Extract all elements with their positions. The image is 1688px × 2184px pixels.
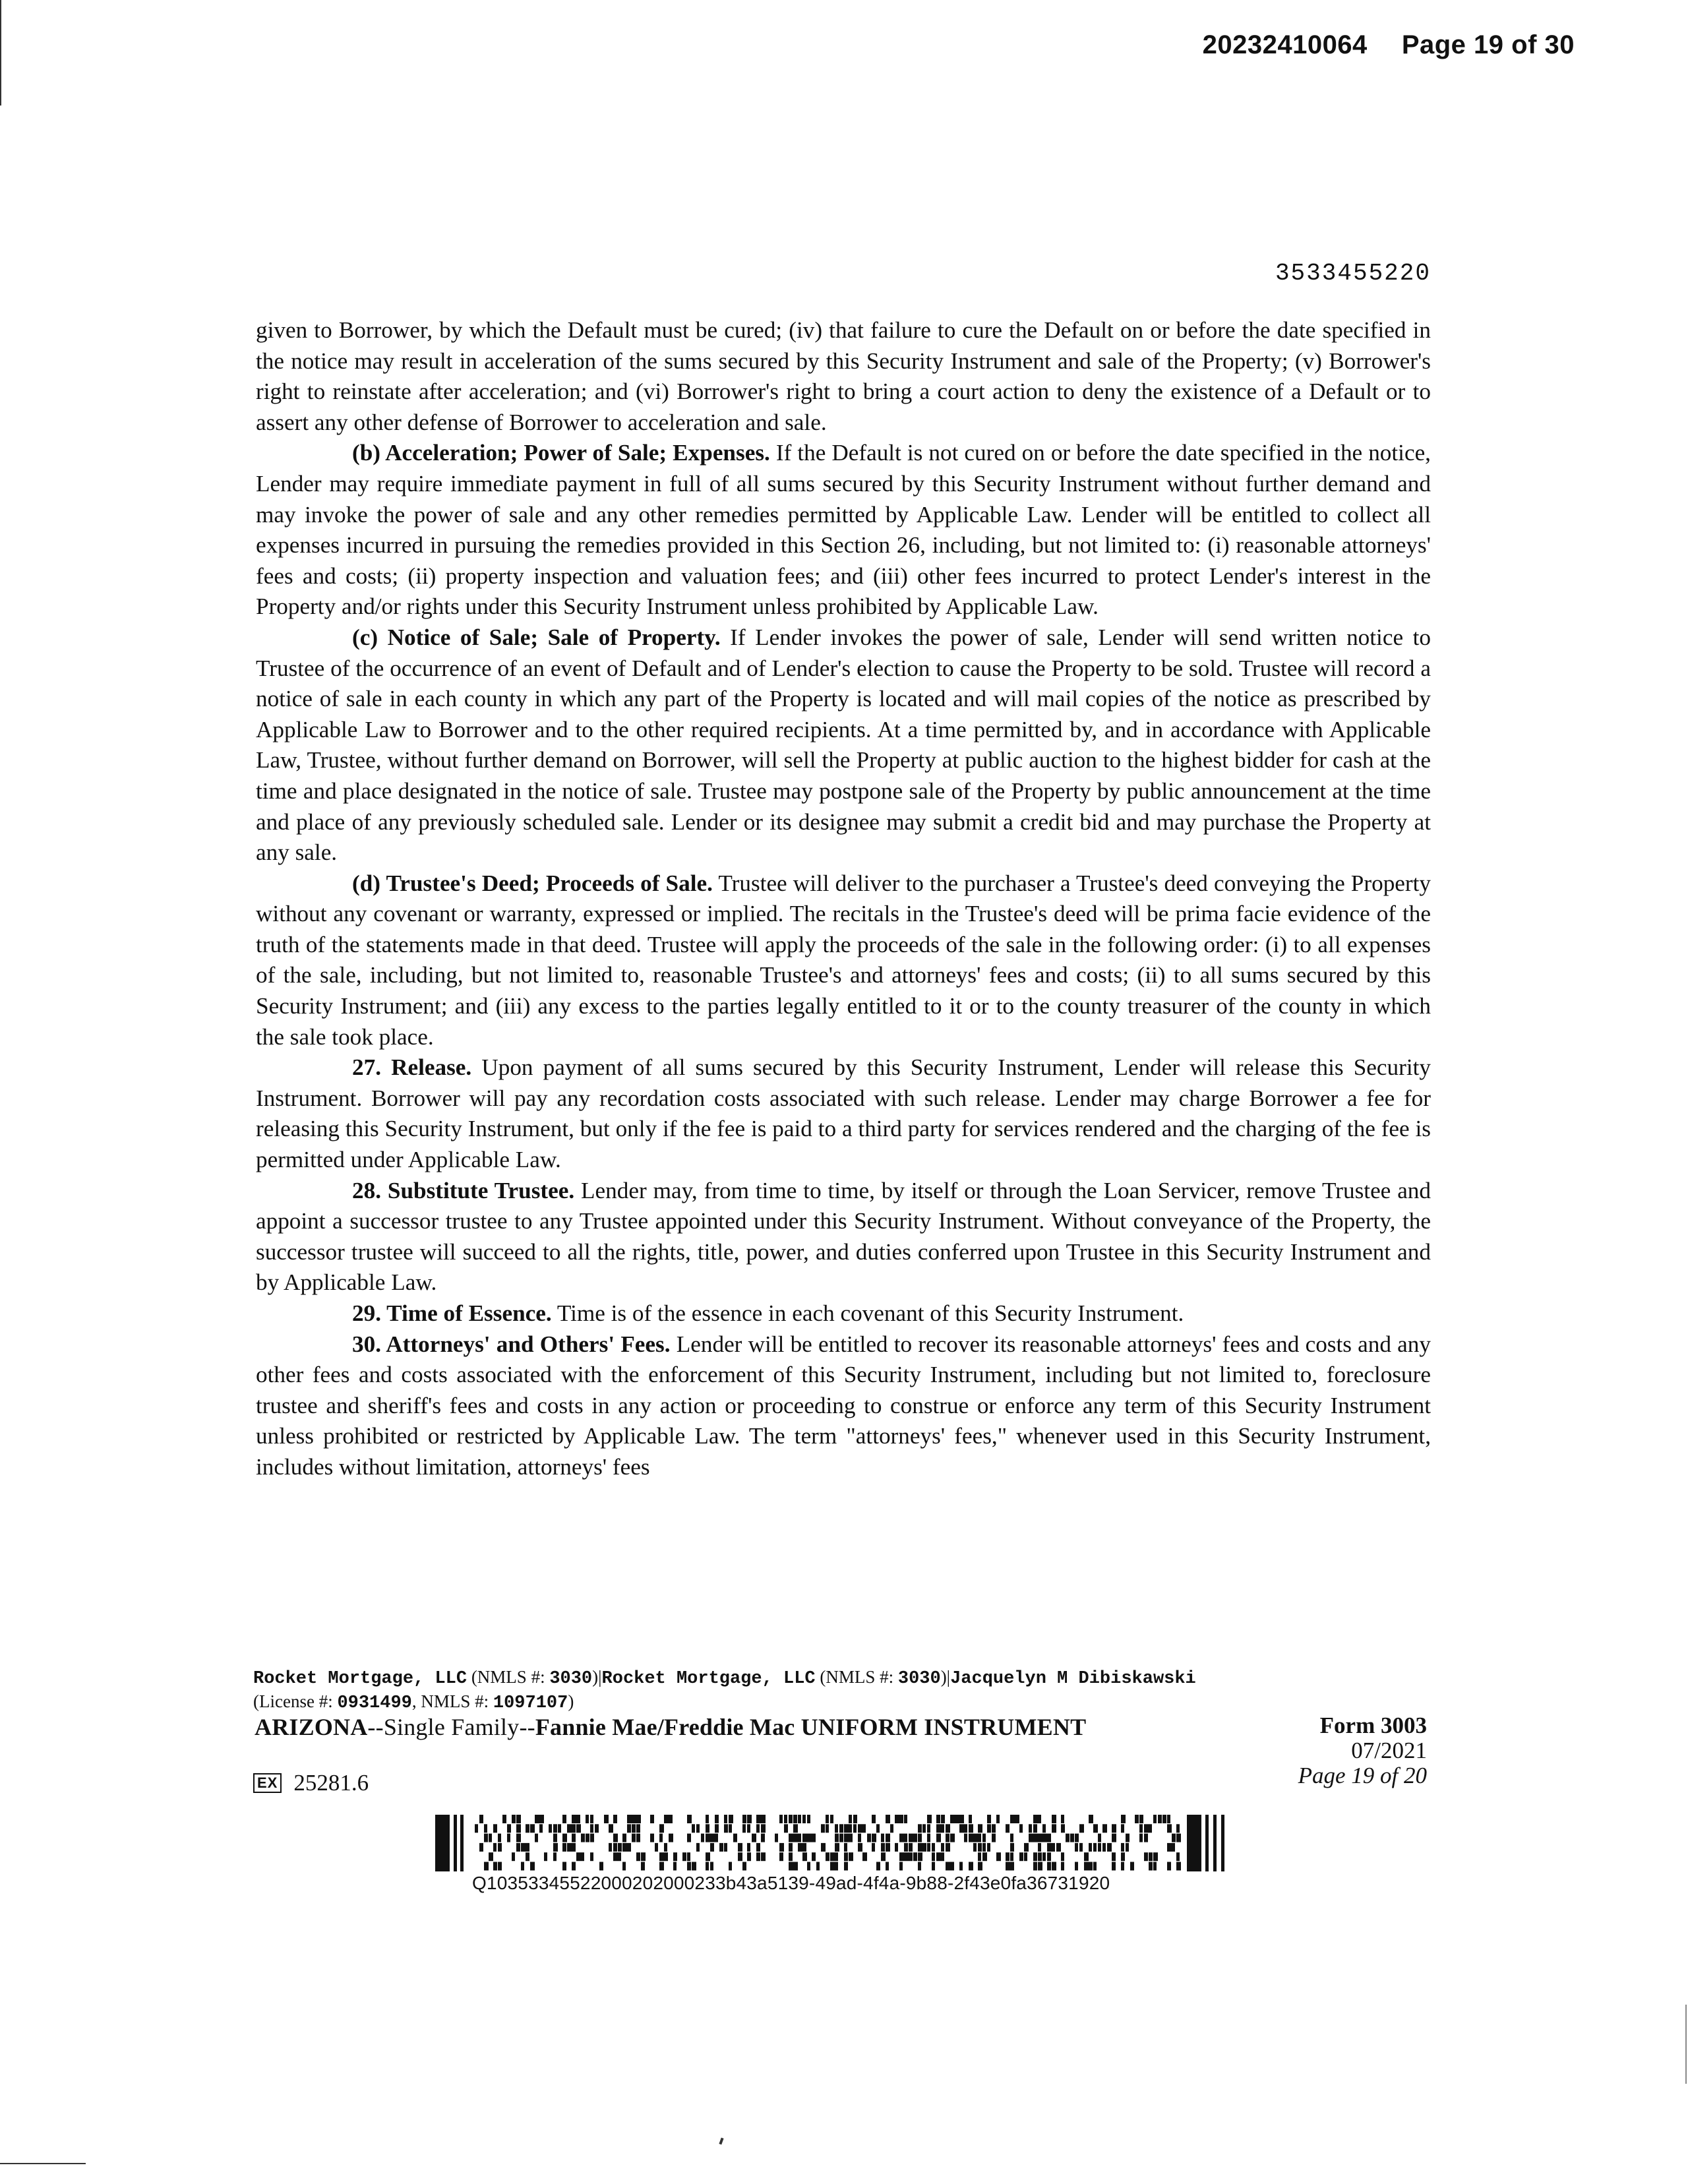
barcode-id: Q10353345522000202000233b43a5139-49ad-4f4a-9b88-2f43e0fa36731920 [472,1873,1110,1893]
license-label: (License #: [253,1691,338,1711]
ex-badge: EX [253,1773,282,1793]
paragraph-substitute-trustee [256,1176,1431,1298]
separator: )| [592,1667,602,1687]
originator-name: Jacquelyn M Dibiskawski [950,1669,1196,1689]
separator: )| [940,1667,951,1687]
title-instrument: Fannie Mae/Freddie Mac UNIFORM INSTRUMENT [535,1714,1087,1740]
recording-header [1203,30,1575,60]
ex-code [253,1770,369,1796]
section-heading: 28. Substitute Trustee. [352,1177,575,1203]
section-text: If the Default is not cured on or before the date specified in the notice, Lender may require immediate payment in full of all sums secured by this Security Instrument without further demand and may invoke the power of sale and any other remedies permitted by Applicable Law. Lender will be entitled to collect all expenses incurred in pursuing the remedies provided in this Section 26, including, but not limited to: (i) reasonable attorneys' fees and costs; (ii) property inspection and valuation fees; and (iii) other fees incurred to protect Lender's interest in the Property and/or rights under this Security Instrument unless prohibited by Applicable Law. [256,440,1431,620]
nmls-label: (NMLS #: [467,1667,550,1687]
form-title [255,1713,1086,1741]
nmls-number: 3030 [549,1669,593,1689]
section-text: If Lender invokes the power of sale, Lender will send written notice to Trustee of the occurrence of an event of Default and of Lender's election to cause the Property to be sold. Trustee will record a notice of sale in each county in which any part of the Property is located and will mail copies of the notice as prescribed by Applicable Law to Borrower and to the other required recipients. At a time permitted by, and in accordance with Applicable Law, Trustee, without further demand on Borrower, will sell the Property at public auction to the highest bidder for cash at the time and place designated in the notice of sale. Trustee may postpone sale of the Property by public announcement at the time and place of any previously scheduled sale. Lender or its designee may submit a credit bid and may purchase the Property at any sale. [256,624,1431,866]
paragraph-trustees-deed [256,868,1431,1053]
nmls-label: (NMLS #: [815,1667,898,1687]
lender-name: Rocket Mortgage, LLC [601,1669,816,1689]
close-paren: ) [568,1691,574,1711]
scan-speck [719,2138,723,2145]
section-heading: (d) Trustee's Deed; Proceeds of Sale. [352,870,713,896]
scan-edge-mark [1685,2005,1687,2084]
paragraph-attorneys-fees [256,1329,1431,1483]
form-page: Page 19 of 20 [1298,1763,1427,1788]
paragraph-continuation: given to Borrower, by which the Default must be cured; (iv) that failure to cure the Default on or before the date specified in the notice may result in acceleration of the sums secured by this Security Instrument and sale of the Property; (v) Borrower's right to reinstate after acceleration; and (vi) Borrower's right to bring a court action to deny the existence of a Default or to assert any other defense of Borrower to acceleration and sale. [256,317,1431,435]
nmls-number: 1097107 [493,1693,568,1713]
section-heading: 30. Attorneys' and Others' Fees. [352,1331,671,1357]
section-text: Upon payment of all sums secured by this Security Instrument, Lender will release this Security Instrument. Borrower will pay any recordation costs associated with such release. Lender may charge Borrower a fee for releasing this Security Instrument, but only if the fee is paid to a third party for services rendered and the charging of the fee is permitted under Applicable Law. [256,1054,1431,1173]
license-number: 0931499 [337,1693,412,1713]
nmls-number: 3030 [897,1669,941,1689]
section-text: Trustee will deliver to the purchaser a Trustee's deed conveying the Property without any covenant or warranty, expressed or implied. The recitals in the Trustee's deed will be prima facie evidence of the truth of the statements made in that deed. Trustee will apply the proceeds of the sale in the following order: (i) to all expenses of the sale, including, but not limited to, reasonable Trustee's and attorneys' fees and costs; (ii) to all sums secured by this Security Instrument; and (iii) any excess to the parties legally entitled to it or to the county treasurer of the county in which the sale took place. [256,870,1431,1050]
section-heading: 29. Time of Essence. [352,1300,552,1326]
document-body [256,315,1431,1483]
nmls-label: , NMLS #: [411,1691,493,1711]
form-info [1298,1713,1427,1788]
loan-number: 3533455220 [1275,260,1431,287]
scan-edge-mark [0,0,1,106]
section-text: Time is of the essence in each covenant of this Security Instrument. [551,1300,1184,1326]
title-type: Single Family [383,1714,520,1740]
scan-edge-mark [0,2163,86,2164]
ex-code-number: 25281.6 [293,1770,369,1796]
barcode-image [435,1815,1246,1871]
paragraph-notice-of-sale [256,622,1431,868]
section-text: Lender will be entitled to recover its reasonable attorneys' fees and costs and any other fees and costs associated with the enforcement of this Security Instrument, including but not limited to, foreclosure trustee and sheriff's fees and costs in any action or proceeding to construe or enforce any term of this Security Instrument unless prohibited or restricted by Applicable Law. The term "attorneys' fees," whenever used in this Security Instrument, includes without limitation, attorneys' fees [256,1331,1431,1480]
title-state: ARIZONA [255,1714,368,1740]
recording-number: 20232410064 [1202,30,1368,59]
paragraph-release [256,1052,1431,1175]
form-date: 07/2021 [1351,1738,1427,1763]
title-dash: -- [519,1714,535,1740]
section-heading: 27. Release. [352,1054,472,1081]
form-number: Form 3003 [1319,1713,1427,1738]
section-heading: (b) Acceleration; Power of Sale; Expenses. [352,440,770,466]
section-heading: (c) Notice of Sale; Sale of Property. [352,624,721,650]
paragraph-acceleration [256,438,1431,622]
recording-page-label: Page 19 of 30 [1401,30,1575,59]
footer-lender-info [253,1666,1440,1714]
paragraph-time-of-essence [256,1298,1431,1329]
lender-name: Rocket Mortgage, LLC [253,1669,467,1689]
section-text: Lender may, from time to time, by itself or through the Loan Servicer, remove Trustee and appoint a successor trustee to any Trustee appointed under this Security Instrument. Without conveyance of the Property, the successor trustee will succeed to all the rights, title, power, and duties conferred upon Trustee in this Security Instrument and by Applicable Law. [256,1177,1431,1296]
title-dash: -- [367,1714,384,1740]
